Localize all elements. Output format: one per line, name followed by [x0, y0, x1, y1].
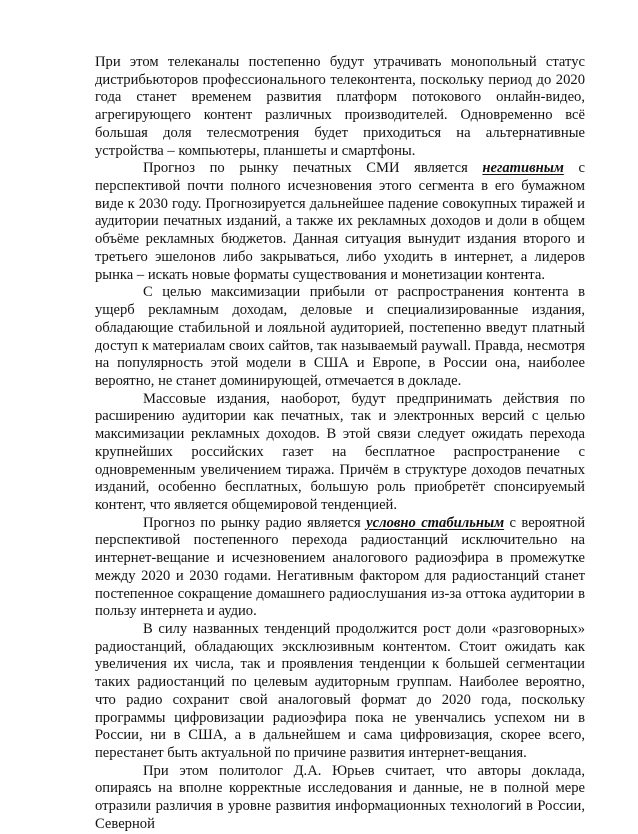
document-page — [95, 54, 585, 834]
paragraph-text: При этом политолог Д.А. Юрьев считает, что авторы доклада, опираясь на вполне корректные исследования и данные, не в полной мере отразили различия в уровне развития информационных технологий в России, Северной — [95, 762, 585, 832]
paragraph-paywall — [95, 284, 585, 390]
paragraph-text: С целью максимизации прибыли от распространения контента в ущерб рекламным доходам, деловые и специализированные издания, обладающие стабильной и лояльной аудиторией, постепенно введут платный доступ к материалам своих сайтов, так называемый paywall. Правда, несмотря на популярность этой модели в США и Европе, в России она, наиболее вероятно, не станет доминирующей, отмечается в докладе. — [95, 284, 585, 389]
paragraph-text: Массовые издания, наоборот, будут предпринимать действия по расширению аудитории как печатных, так и электронных версий с целью максимизации рекламных доходов. В этой связи следует ожидать перехода крупнейших российских газет на бесплатное распространение с одновременным увеличением тиража. Причём в структуре доходов печатных изданий, особенно бесплатных, большую роль приобретёт спонсируемый контент, что является общемировой тенденцией. — [95, 390, 585, 513]
paragraph-print-media-forecast — [95, 160, 585, 284]
paragraph-text: В силу названных тенденций продолжится рост доли «разговорных» радиостанций, обладающих эксклюзивным контентом. Стоит ожидать как увеличения их числа, так и проявления тенденции к большей сегментации таких радиостанций по целевым аудиторным группам. Наиболее вероятно, что радио сохранит свой аналоговый формат до 2020 года, поскольку программы цифровизации радиоэфира пока не увенчались успехом ни в России, ни в США, а в дальнейшем и сама цифровизация, скорее всего, перестанет быть актуальной по причине развития интернет-вещания. — [95, 621, 585, 762]
paragraph-political-scientist — [95, 763, 585, 834]
paragraph-mass-publications — [95, 391, 585, 515]
paragraph-radio-forecast — [95, 515, 585, 621]
paragraph-text: При этом телеканалы постепенно будут утрачивать монопольный статус дистрибьюторов профессионального телеконтента, поскольку период до 2020 года станет временем развития платформ потокового онлайн-видео, агрегирующего контент различных производителей. Одновременно всё большая доля телесмотрения будет приходиться на альтернативные устройства – компьютеры, планшеты и смартфоны. — [95, 54, 585, 159]
paragraph-tv-outlook — [95, 54, 585, 160]
paragraph-text: Прогноз по рынку печатных СМИ является — [143, 160, 483, 177]
paragraph-talk-radio — [95, 621, 585, 763]
paragraph-text: Прогноз по рынку радио является — [143, 514, 367, 531]
emphasis-negative: негативным — [482, 160, 564, 177]
paragraph-text: с вероятной перспективой постепенного перехода радиостанций исключительно на интернет-вещание и исчезновением аналогового радиоэфира в промежутке между 2020 и 2030 годами. Негативным фактором для радиостанций станет постепенное сокращение домашнего радиослушания из-за оттока аудитории в пользу интернета и аудио. — [95, 514, 586, 620]
emphasis-conditionally-stable: условно стабильным — [366, 514, 505, 531]
paragraph-text: с перспективой почти полного исчезновения этого сегмента в его бумажном виде к 2030 году. Прогнозируется дальнейшее падение совокупных тиражей и аудитории печатных изданий, а также их рекламных доходов и доли в общем объёме рекламных бюджетов. Данная ситуация вынудит издания второго и третьего эшелонов либо закрываться, либо уходить в интернет, а лидеров рынка – искать новые форматы существования и монетизации контента. — [95, 160, 585, 283]
